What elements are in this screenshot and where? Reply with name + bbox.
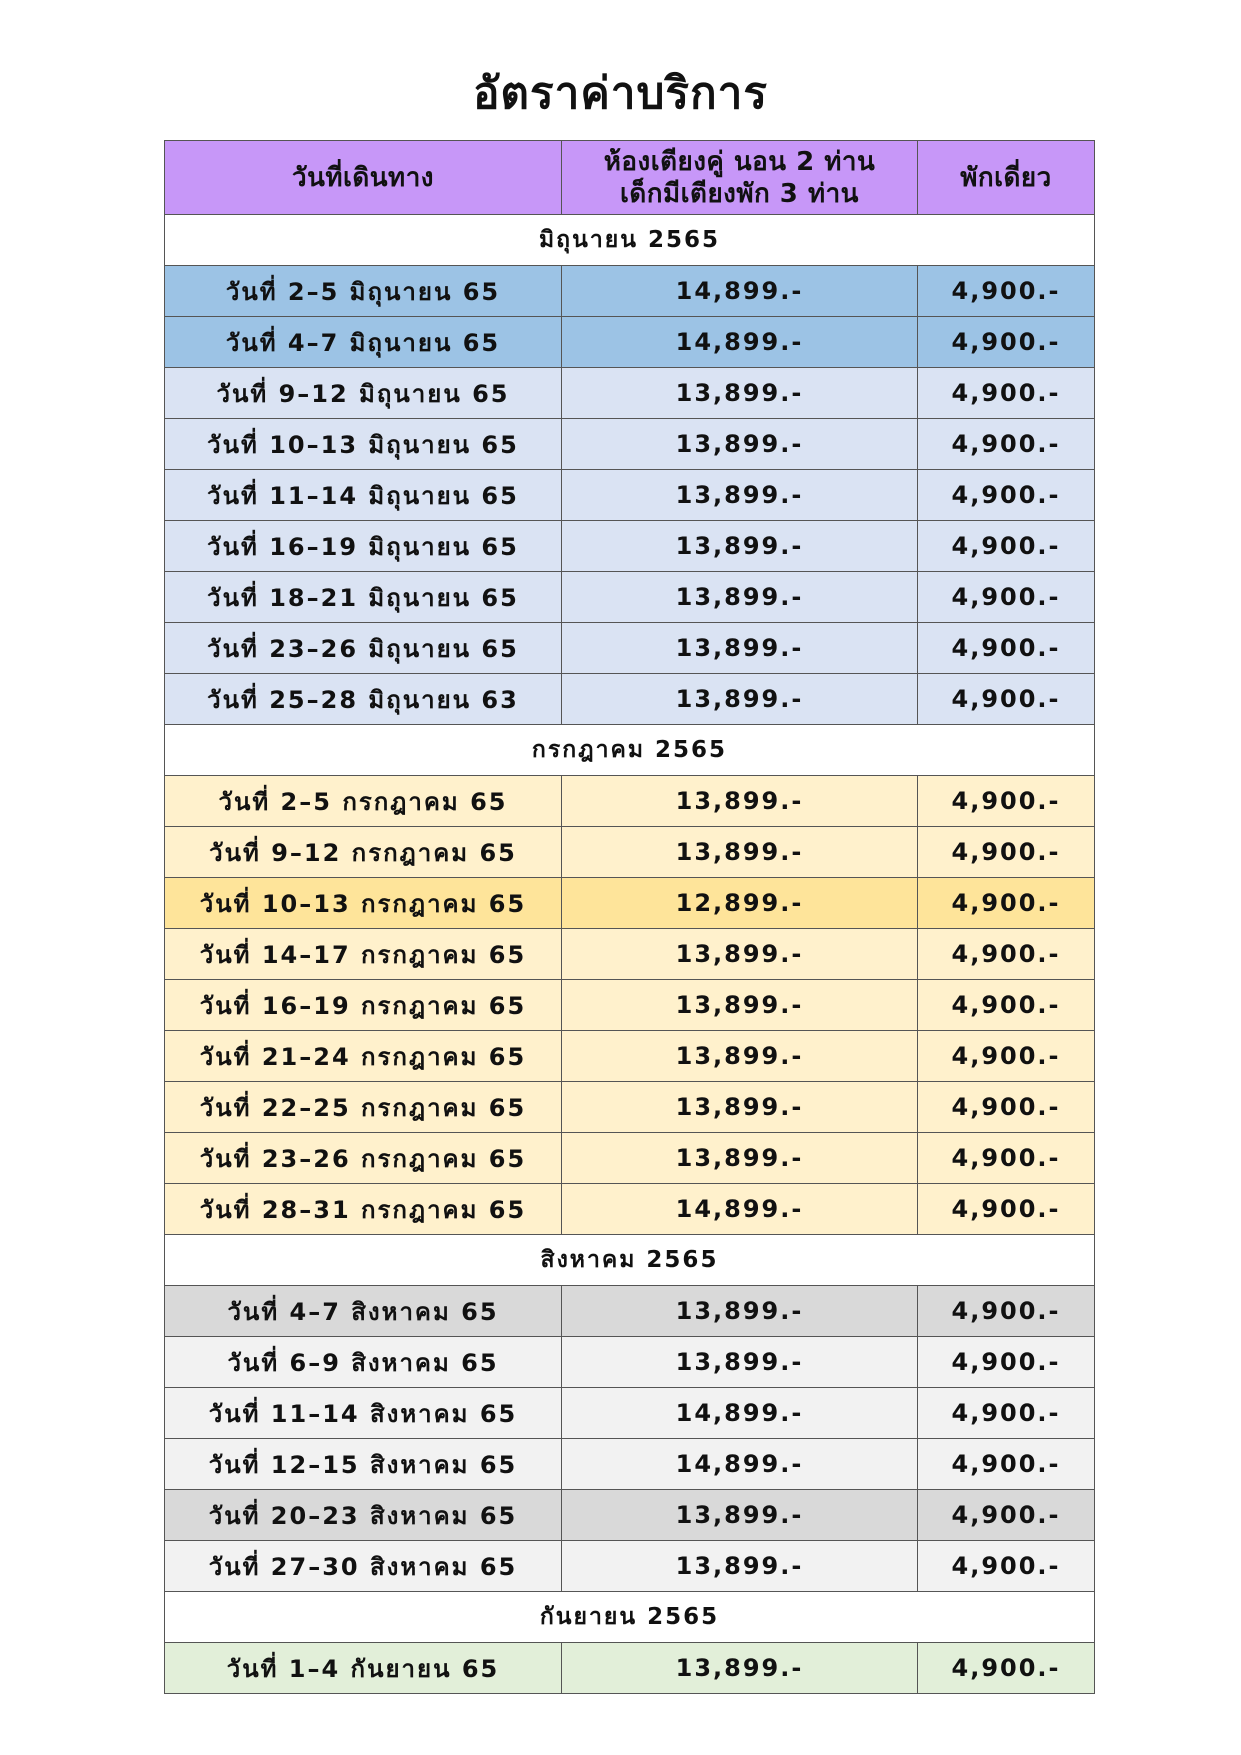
header-twin-room-line2: เด็กมีเตียงพัก 3 ท่าน bbox=[620, 178, 859, 209]
table-row bbox=[165, 1541, 1095, 1592]
twin-price-cell: 13,899.- bbox=[562, 368, 918, 419]
single-price-cell: 4,900.- bbox=[918, 1082, 1095, 1133]
single-price-cell: 4,900.- bbox=[918, 317, 1095, 368]
rates-body bbox=[165, 215, 1095, 1694]
table-row bbox=[165, 266, 1095, 317]
travel-date-cell: วันที่ 9–12 กรกฎาคม 65 bbox=[165, 827, 562, 878]
single-price-cell: 4,900.- bbox=[918, 980, 1095, 1031]
single-price-cell: 4,900.- bbox=[918, 1286, 1095, 1337]
twin-price-cell: 13,899.- bbox=[562, 1541, 918, 1592]
travel-date-cell: วันที่ 4–7 สิงหาคม 65 bbox=[165, 1286, 562, 1337]
twin-price-cell: 12,899.- bbox=[562, 878, 918, 929]
single-price-cell: 4,900.- bbox=[918, 878, 1095, 929]
table-row bbox=[165, 1439, 1095, 1490]
single-price-cell: 4,900.- bbox=[918, 827, 1095, 878]
single-price-cell: 4,900.- bbox=[918, 623, 1095, 674]
single-price-cell: 4,900.- bbox=[918, 1439, 1095, 1490]
twin-price-cell: 13,899.- bbox=[562, 1031, 918, 1082]
travel-date-cell: วันที่ 27–30 สิงหาคม 65 bbox=[165, 1541, 562, 1592]
single-price-cell: 4,900.- bbox=[918, 1490, 1095, 1541]
table-row bbox=[165, 419, 1095, 470]
travel-date-cell: วันที่ 16–19 มิถุนายน 65 bbox=[165, 521, 562, 572]
travel-date-cell: วันที่ 11–14 มิถุนายน 65 bbox=[165, 470, 562, 521]
travel-date-cell: วันที่ 11–14 สิงหาคม 65 bbox=[165, 1388, 562, 1439]
travel-date-cell: วันที่ 1–4 กันยายน 65 bbox=[165, 1643, 562, 1694]
month-label: กันยายน 2565 bbox=[165, 1592, 1095, 1643]
single-price-cell: 4,900.- bbox=[918, 1388, 1095, 1439]
month-row bbox=[165, 1235, 1095, 1286]
twin-price-cell: 14,899.- bbox=[562, 1184, 918, 1235]
header-single bbox=[918, 141, 1095, 215]
table-row bbox=[165, 1133, 1095, 1184]
table-header-row bbox=[165, 141, 1095, 215]
twin-price-cell: 13,899.- bbox=[562, 1337, 918, 1388]
table-row bbox=[165, 623, 1095, 674]
table-row bbox=[165, 674, 1095, 725]
single-price-cell: 4,900.- bbox=[918, 368, 1095, 419]
table-row bbox=[165, 776, 1095, 827]
twin-price-cell: 13,899.- bbox=[562, 419, 918, 470]
table-row bbox=[165, 980, 1095, 1031]
twin-price-cell: 13,899.- bbox=[562, 980, 918, 1031]
single-price-cell: 4,900.- bbox=[918, 1337, 1095, 1388]
header-twin-room-line1: ห้องเตียงคู่ นอน 2 ท่าน bbox=[603, 146, 876, 177]
twin-price-cell: 13,899.- bbox=[562, 674, 918, 725]
travel-date-cell: วันที่ 23–26 กรกฎาคม 65 bbox=[165, 1133, 562, 1184]
travel-date-cell: วันที่ 14–17 กรกฎาคม 65 bbox=[165, 929, 562, 980]
travel-date-cell: วันที่ 2–5 กรกฎาคม 65 bbox=[165, 776, 562, 827]
single-price-cell: 4,900.- bbox=[918, 470, 1095, 521]
travel-date-cell: วันที่ 16–19 กรกฎาคม 65 bbox=[165, 980, 562, 1031]
table-row bbox=[165, 1388, 1095, 1439]
single-price-cell: 4,900.- bbox=[918, 1133, 1095, 1184]
single-price-cell: 4,900.- bbox=[918, 1643, 1095, 1694]
travel-date-cell: วันที่ 28–31 กรกฎาคม 65 bbox=[165, 1184, 562, 1235]
single-price-cell: 4,900.- bbox=[918, 929, 1095, 980]
table-row bbox=[165, 1337, 1095, 1388]
twin-price-cell: 13,899.- bbox=[562, 827, 918, 878]
twin-price-cell: 13,899.- bbox=[562, 1490, 918, 1541]
twin-price-cell: 14,899.- bbox=[562, 1439, 918, 1490]
travel-date-cell: วันที่ 23–26 มิถุนายน 65 bbox=[165, 623, 562, 674]
single-price-cell: 4,900.- bbox=[918, 674, 1095, 725]
travel-date-cell: วันที่ 25–28 มิถุนายน 63 bbox=[165, 674, 562, 725]
table-row bbox=[165, 521, 1095, 572]
table-row bbox=[165, 929, 1095, 980]
travel-date-cell: วันที่ 18–21 มิถุนายน 65 bbox=[165, 572, 562, 623]
table-row bbox=[165, 572, 1095, 623]
table-row bbox=[165, 470, 1095, 521]
header-twin-room bbox=[562, 141, 918, 215]
twin-price-cell: 13,899.- bbox=[562, 1133, 918, 1184]
page-title: อัตราค่าบริการ bbox=[472, 68, 769, 119]
twin-price-cell: 13,899.- bbox=[562, 470, 918, 521]
twin-price-cell: 13,899.- bbox=[562, 1286, 918, 1337]
single-price-cell: 4,900.- bbox=[918, 521, 1095, 572]
single-price-cell: 4,900.- bbox=[918, 419, 1095, 470]
table-row bbox=[165, 1286, 1095, 1337]
travel-date-cell: วันที่ 22–25 กรกฎาคม 65 bbox=[165, 1082, 562, 1133]
table-row bbox=[165, 827, 1095, 878]
table-row bbox=[165, 368, 1095, 419]
twin-price-cell: 13,899.- bbox=[562, 929, 918, 980]
header-single-label: พักเดี่ยว bbox=[960, 162, 1052, 193]
travel-date-cell: วันที่ 12–15 สิงหาคม 65 bbox=[165, 1439, 562, 1490]
header-travel-date bbox=[165, 141, 562, 215]
month-label: กรกฎาคม 2565 bbox=[165, 725, 1095, 776]
twin-price-cell: 13,899.- bbox=[562, 521, 918, 572]
travel-date-cell: วันที่ 20–23 สิงหาคม 65 bbox=[165, 1490, 562, 1541]
twin-price-cell: 13,899.- bbox=[562, 1643, 918, 1694]
month-row bbox=[165, 215, 1095, 266]
table-row bbox=[165, 1643, 1095, 1694]
travel-date-cell: วันที่ 10–13 กรกฎาคม 65 bbox=[165, 878, 562, 929]
table-row bbox=[165, 1184, 1095, 1235]
single-price-cell: 4,900.- bbox=[918, 776, 1095, 827]
table-row bbox=[165, 1082, 1095, 1133]
twin-price-cell: 14,899.- bbox=[562, 1388, 918, 1439]
header-travel-date-label: วันที่เดินทาง bbox=[292, 162, 434, 193]
travel-date-cell: วันที่ 10–13 มิถุนายน 65 bbox=[165, 419, 562, 470]
single-price-cell: 4,900.- bbox=[918, 1541, 1095, 1592]
table-row bbox=[165, 317, 1095, 368]
travel-date-cell: วันที่ 2–5 มิถุนายน 65 bbox=[165, 266, 562, 317]
table-row bbox=[165, 1031, 1095, 1082]
twin-price-cell: 13,899.- bbox=[562, 623, 918, 674]
month-row bbox=[165, 1592, 1095, 1643]
month-label: มิถุนายน 2565 bbox=[165, 215, 1095, 266]
month-row bbox=[165, 725, 1095, 776]
twin-price-cell: 13,899.- bbox=[562, 572, 918, 623]
rates-table bbox=[164, 140, 1095, 1694]
single-price-cell: 4,900.- bbox=[918, 1031, 1095, 1082]
single-price-cell: 4,900.- bbox=[918, 572, 1095, 623]
month-label: สิงหาคม 2565 bbox=[165, 1235, 1095, 1286]
single-price-cell: 4,900.- bbox=[918, 266, 1095, 317]
twin-price-cell: 14,899.- bbox=[562, 317, 918, 368]
travel-date-cell: วันที่ 9–12 มิถุนายน 65 bbox=[165, 368, 562, 419]
travel-date-cell: วันที่ 6–9 สิงหาคม 65 bbox=[165, 1337, 562, 1388]
twin-price-cell: 13,899.- bbox=[562, 1082, 918, 1133]
travel-date-cell: วันที่ 21–24 กรกฎาคม 65 bbox=[165, 1031, 562, 1082]
twin-price-cell: 13,899.- bbox=[562, 776, 918, 827]
table-row bbox=[165, 1490, 1095, 1541]
travel-date-cell: วันที่ 4–7 มิถุนายน 65 bbox=[165, 317, 562, 368]
table-row bbox=[165, 878, 1095, 929]
single-price-cell: 4,900.- bbox=[918, 1184, 1095, 1235]
twin-price-cell: 14,899.- bbox=[562, 266, 918, 317]
